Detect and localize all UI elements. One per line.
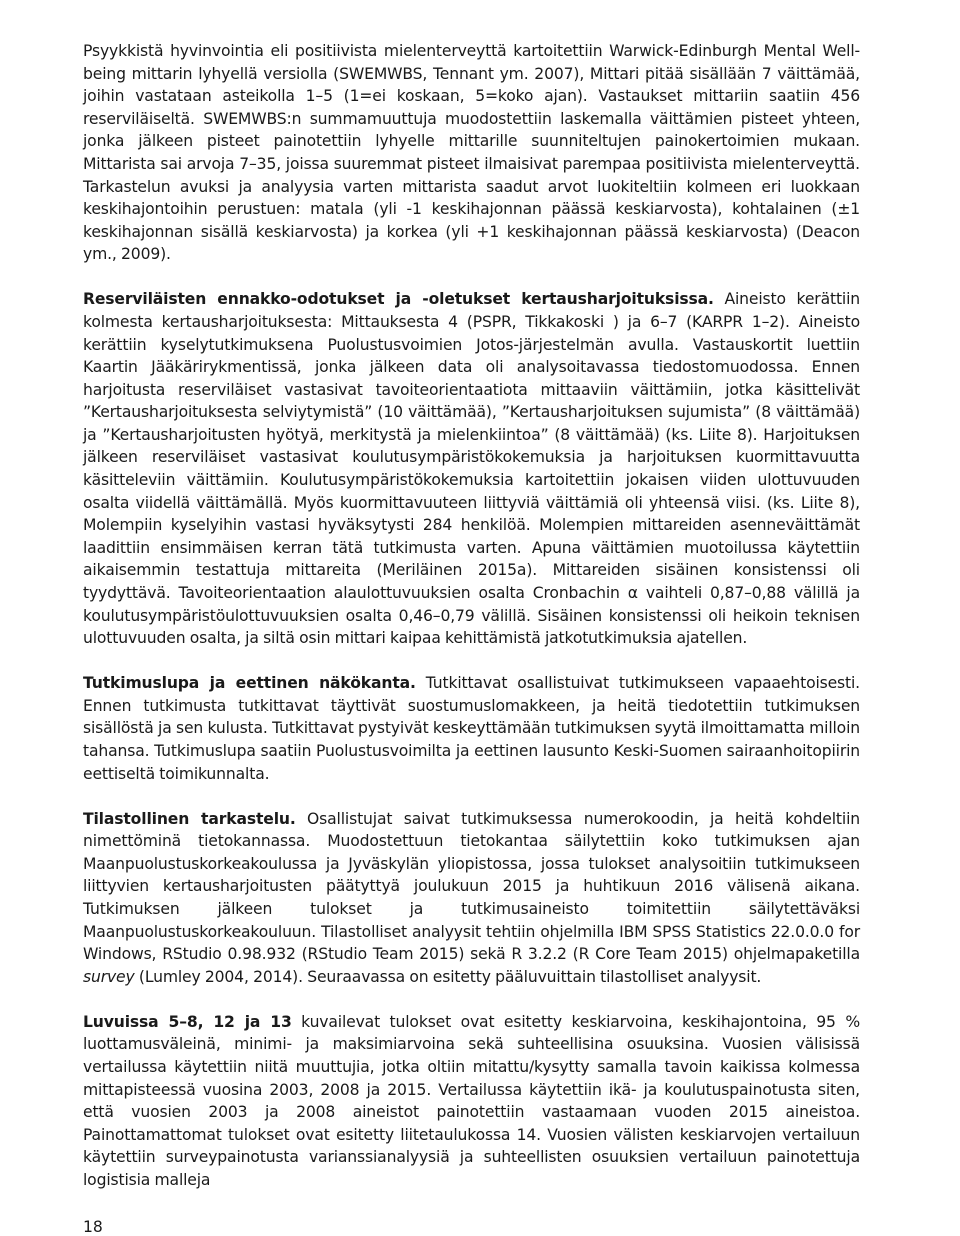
paragraph-statistics [83, 808, 860, 989]
page-number: 18 [83, 1218, 103, 1236]
paragraph-heading: Luvuissa 5–8, 12 ja 13 [83, 1012, 292, 1031]
paragraph-text: kuvailevat tulokset ovat esitetty keskiarvoina, keskihajontoina, 95 % luottamusväleinä, minimi- ja maksimiarvoina sekä suhteellisina osuuksina. Vuosien välisissä vertailussa käytettiin niitä muuttujia, jotka oltiin mitattu/kysytty samalla tavoin kaikissa kolmessa mittapisteessä vuosina 2003, 2008 ja 2015. Vertailussa käytettiin ikä- ja koulutuspainotusta siten, että vuosien 2003 ja 2008 aineistot painotettiin vastaamaan vuoden 2015 aineistoa. Painottamattomat tulokset ovat esitetty liitetaulukossa 14. Vuosien välisten keskiarvojen vertailuun käytettiin surveypainotusta varianssianalyysiä ja suhteellisten osuuksien vertailuun painotettuja logistisia malleja [83, 1012, 860, 1189]
paragraph-text: Psyykkistä hyvinvointia eli positiivista mielenterveyttä kartoitettiin Warwick-Edinburgh Mental Well-being mittarin lyhyellä versiolla (SWEMWBS, Tennant ym. 2007), Mittari pitää sisällään 7 väittämää, joihin vastataan asteikolla 1–5 (1=ei koskaan, 5=koko ajan). Vastaukset mittariin saatiin 456 reserviläiseltä. SWEMWBS:n summamuuttuja muodostettiin laskemalla väittämien pisteet yhteen, jonka jälkeen pisteet painotettiin lyhyelle mittarille suunniteltujen painokertoimien mukaan. Mittarista sai arvoja 7–35, joissa suuremmat pisteet ilmaisivat parempaa positiivista mielenterveyttä. Tarkastelun avuksi ja analyysia varten mittarista saadut arvot luokiteltiin kolmeen eri luokkaan keskihajontoihin perustuen: matala (yli -1 keskihajonnan päässä keskiarvosta), kohtalainen (±1 keskihajonnan sisällä keskiarvosta) ja korkea (yli +1 keskihajonnan päässä keskiarvosta) (Deacon ym., 2009). [83, 42, 860, 264]
paragraph-italic-term: survey [83, 967, 135, 986]
paragraph-text: Tutkittavat osallistuivat tutkimukseen vapaaehtoisesti. Ennen tutkimusta tutkittavat täyttivät suostumuslomakkeen, ja heitä tiedotettiin tutkimuksen sisällöstä ja sen kulusta. Tutkittavat pystyivät keskeyttämään tutkimuksen syytä ilmoittamatta milloin tahansa. Tutkimuslupa saatiin Puolustusvoimilta ja eettinen lausunto Keski-Suomen sairaanhoitopiirin eettiseltä toimikunnalta. [83, 674, 860, 783]
paragraph-heading: Tilastollinen tarkastelu. [83, 809, 296, 828]
paragraph-heading: Reserviläisten ennakko-odotukset ja -oletukset kertausharjoituksissa. [83, 290, 714, 309]
paragraph-expectations [83, 288, 860, 650]
paragraph-text: (Lumley 2004, 2014). Seuraavassa on esitetty pääluvuittain tilastolliset analyysit. [134, 967, 762, 986]
paragraph-heading: Tutkimuslupa ja eettinen näkökanta. [83, 674, 416, 693]
paragraph-research-permit [83, 672, 860, 785]
paragraph-chapters [83, 1011, 860, 1192]
paragraph-text: Aineisto kerättiin kolmesta kertausharjoituksesta: Mittauksesta 4 (PSPR, Tikkakoski ) ja 6–7 (KARPR 1–2). Aineisto kerättiin kyselytutkimuksena Puolustusvoimien Jotos-järjestelmän avulla. Vastauskortit luettiin Kaartin Jääkärirykmentissä, jonka jälkeen data oli analysoitavassa tiedostomuodossa. Ennen harjoitusta reserviläiset vastasivat tavoiteorientaatiota mittaaviin väittämiin, jotka käsittelivät ”Kertausharjoituksesta selviytymistä” (10 väittämää), ”Kertausharjoituksen sujumista” (8 väittämää) ja ”Kertausharjoitusten hyötyä, merkitystä ja mielenkiintoa” (8 väittämää) (ks. Liite 8). Harjoituksen jälkeen reserviläiset vastasivat koulutusympäristökokemuksia ja harjoituksen kuormittavuutta käsitteleviin väittämiin. Koulutusympäristökokemuksia kartoitettiin jokaisen viiden ulottuvuuden osalta viidellä väittämällä. Myös kuormittavuuteen liittyviä väittämiä oli yhteensä viisi. (ks. Liite 8), Molempiin kyselyihin vastasi hyväksytysti 284 henkilöä. Molempien mittareiden asenneväittämät laadittiin ensimmäisen kerran tätä tutkimusta varten. Apuna väittämien muotoilussa käytettiin aikaisemmin testattuja mittareita (Meriläinen 2015a). Mittareiden sisäinen konsistenssi oli tyydyttävä. Tavoiteorientaation alaulottuvuuksien osalta Cronbachin α vaihteli 0,87–0,88 välillä ja koulutusympäristöulottuvuuksien osalta 0,46–0,79 välillä. Sisäinen konsistenssi oli heikoin teknisen ulottuvuuden osalta, ja siltä osin mittari kaipaa kehittämistä jatkotutkimuksia ajatellen. [83, 290, 861, 648]
document-body [83, 40, 860, 1191]
paragraph-swemwbs [83, 40, 860, 266]
paragraph-text: Osallistujat saivat tutkimuksessa numerokoodin, ja heitä kohdeltiin nimettöminä tietokannassa. Muodostettuun tietokantaa säilytettiin koko tutkimuksen ajan Maanpuolustuskorkeakoulussa ja Jyväskylän yliopistossa, jossa tulokset analysoitiin tutkimukseen liittyvien kertausharjoitusten päätyttyä joulukuun 2015 ja huhtikuun 2016 välisenä aikana. Tutkimuksen jälkeen tulokset ja tutkimusaineisto toimitettiin säilytettäväksi Maanpuolustuskorkeakouluun. Tilastolliset analyysit tehtiin ohjelmilla IBM SPSS Statistics 22.0.0.0 for Windows, RStudio 0.98.932 (RStudio Team 2015) sekä R 3.2.2 (R Core Team 2015) ohjelmapaketilla [83, 809, 860, 964]
